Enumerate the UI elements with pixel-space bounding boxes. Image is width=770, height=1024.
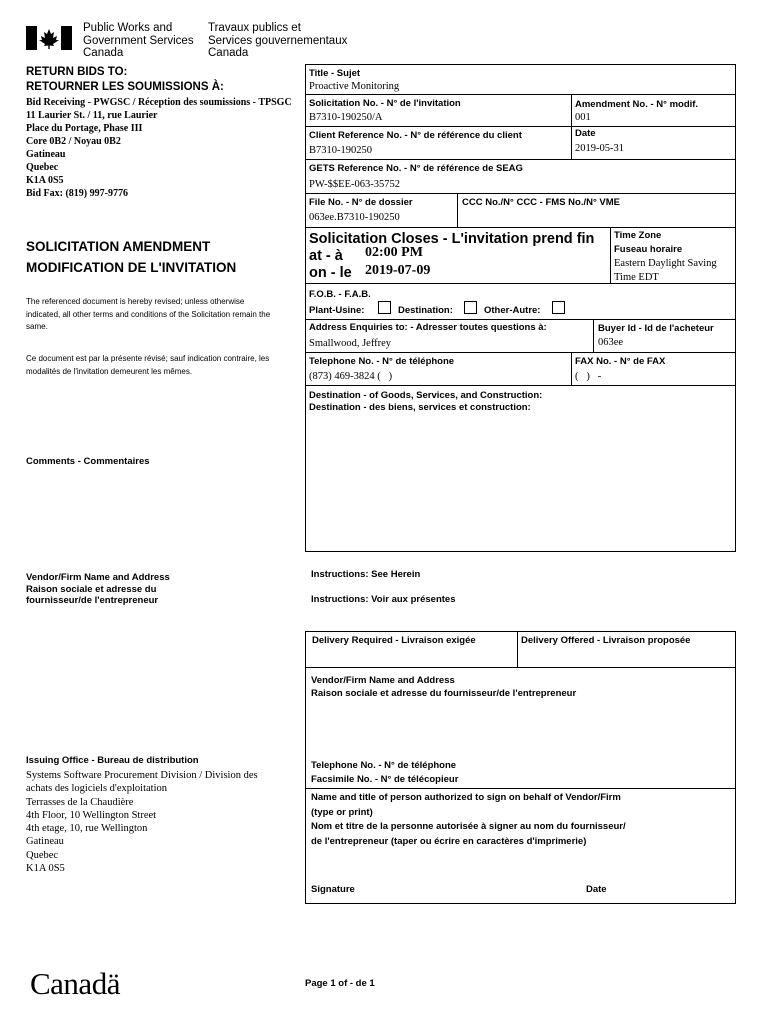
date-label: Date: [575, 128, 596, 139]
closing-date-value: 2019-07-09: [365, 263, 431, 278]
vendor-facsimile-label: Facsimile No. - N° de télécopieur: [311, 774, 459, 785]
plant-usine-checkbox[interactable]: [378, 301, 391, 314]
amendment-title: SOLICITATION AMENDMENT MODIFICATION DE L'INVITATION: [26, 239, 237, 275]
plant-usine-label: Plant-Usine:: [309, 305, 365, 316]
amendment-text-en: The referenced document is hereby revised; unless otherwise indicated, all other terms and conditions of the Solicitation remain the same.: [26, 297, 271, 331]
fax-value: ( ) -: [575, 371, 602, 382]
time-zone-label: Time Zone Fuseau horaire: [614, 230, 683, 255]
solicitation-no-value: B7310-190250/A: [309, 112, 383, 123]
file-no-value: 063ee.B7310-190250: [309, 212, 400, 223]
comments-label: Comments - Commentaires: [26, 456, 150, 467]
delivery-required-label: Delivery Required - Livraison exigée: [312, 635, 476, 646]
at-label: at - à: [309, 248, 343, 264]
closing-time-value: 02:00 PM: [365, 245, 423, 260]
title-value: Proactive Monitoring: [309, 81, 400, 92]
date-value: 2019-05-31: [575, 143, 624, 154]
page-number: Page 1 of - de 1: [305, 978, 375, 989]
other-autre-label: Other-Autre:: [484, 305, 541, 316]
department-name-fr: Travaux publics et Services gouvernementaux Canada: [208, 22, 348, 59]
department-name-en: Public Works and Government Services Canada: [83, 22, 194, 59]
address-enquiries-value: Smallwood, Jeffrey: [309, 338, 392, 349]
destination-label: Destination:: [398, 305, 453, 316]
delivery-offered-label: Delivery Offered - Livraison proposée: [521, 635, 691, 646]
buyer-id-value: 063ee: [598, 337, 624, 348]
fax-label: FAX No. - N° de FAX: [575, 356, 666, 367]
instructions-fr: Instructions: Voir aux présentes: [311, 594, 456, 605]
buyer-id-label: Buyer Id - Id de l'acheteur: [598, 323, 714, 334]
return-bids-title: RETURN BIDS TO: RETOURNER LES SOUMISSIONS À:: [26, 66, 224, 93]
instructions-en: Instructions: See Herein: [311, 569, 421, 580]
vendor-firm-label-box: Vendor/Firm Name and Address Raison sociale et adresse du fournisseur/de l'entrepreneur: [311, 675, 577, 699]
issuing-office-label: Issuing Office - Bureau de distribution: [26, 755, 199, 766]
amendment-no-value: 001: [575, 112, 591, 123]
vendor-telephone-label: Telephone No. - N° de téléphone: [311, 760, 457, 771]
solicitation-no-label: Solicitation No. - N° de l'invitation: [309, 98, 461, 109]
telephone-value: (873) 469-3824 ( ): [309, 371, 393, 382]
client-ref-label: Client Reference No. - N° de référence du client: [309, 130, 522, 141]
amendment-no-label: Amendment No. - N° modif.: [575, 99, 699, 110]
other-autre-checkbox[interactable]: [552, 301, 565, 314]
time-zone-value: Eastern Daylight Saving Time EDT: [614, 258, 717, 283]
gets-ref-value: PW-$$EE-063-35752: [309, 179, 400, 190]
destination-checkbox[interactable]: [464, 301, 477, 314]
signature-label: Signature: [311, 884, 355, 895]
file-no-label: File No. - N° de dossier: [309, 197, 413, 208]
title-label: Title - Sujet: [309, 68, 361, 79]
destination-goods-label: Destination - of Goods, Services, and Construction: Destination - des biens, services et construction:: [309, 390, 543, 413]
on-label: on - le: [309, 265, 352, 281]
issuing-office-address: Systems Software Procurement Division / Division des achats des logiciels d'exploitation Terrasses de la Chaudière 4th Floor, 10 Wellington Street 4th etage, 10, rue Wellington Gatineau Quebec K1A 0S5: [26, 770, 258, 875]
ccc-no-label: CCC No./N° CCC - FMS No./N° VME: [462, 197, 621, 208]
gets-ref-label: GETS Reference No. - N° de référence de SEAG: [309, 163, 523, 174]
vendor-firm-label-left: Vendor/Firm Name and Address Raison sociale et adresse du fournisseur/de l'entrepreneur: [26, 572, 170, 606]
address-enquiries-label: Address Enquiries to: - Adresser toutes questions à:: [309, 322, 547, 333]
client-ref-value: B7310-190250: [309, 145, 372, 156]
return-bids-address: Bid Receiving - PWGSC / Réception des soumissions - TPSGC 11 Laurier St. / 11, rue Laurier Place du Portage, Phase III Core 0B2 / Noyau 0B2 Gatineau Quebec K1A 0S5 Bid Fax: (819) 997-9776: [26, 97, 292, 199]
signature-date-label: Date: [586, 884, 607, 895]
telephone-label: Telephone No. - N° de téléphone: [309, 356, 455, 367]
canada-flag-icon: [26, 26, 72, 50]
canada-wordmark-logo: Canadä: [30, 966, 120, 1001]
fob-label: F.O.B. - F.A.B.: [309, 289, 371, 300]
amendment-text-fr: Ce document est par la présente révisé; sauf indication contraire, les modalités de l'invitation demeurent les mêmes.: [26, 354, 270, 376]
solicitation-closes-label: Solicitation Closes - L'invitation prend fin: [309, 231, 595, 247]
authorized-signer-label: Name and title of person authorized to sign on behalf of Vendor/Firm (type or print) Nom et titre de la personne autorisée à signer au nom du fournisseur/ de l'entrepreneur (taper ou écrire en caractères d'imprimerie): [311, 792, 626, 847]
